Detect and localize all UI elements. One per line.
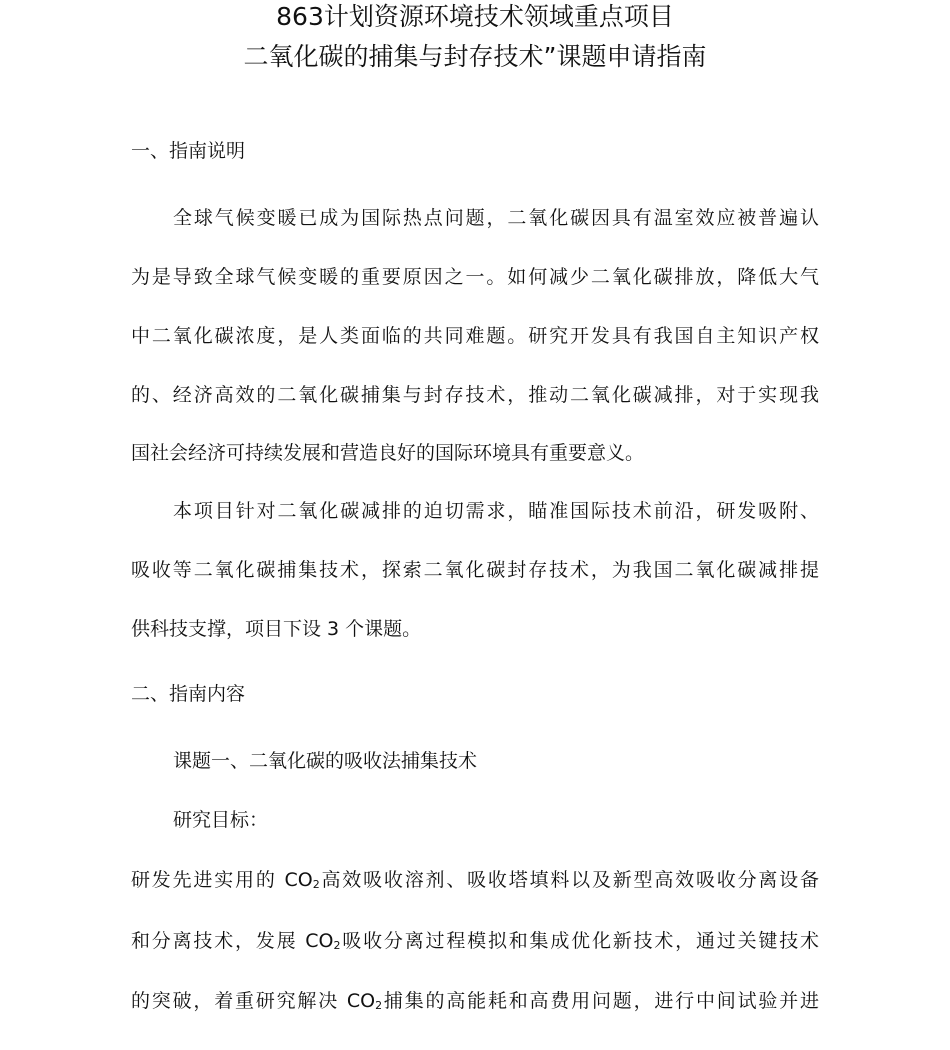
- paragraph-line: 国社会经济可持续发展和营造良好的国际环境具有重要意义。: [131, 442, 645, 464]
- section-heading-guide-description: 一、指南说明: [131, 140, 246, 162]
- paragraph-line: 全球气候变暖已成为国际热点问题，二氧化碳因具有温室效应被普遍认: [173, 207, 819, 229]
- co2-formula: $CO_2$: [305, 930, 341, 952]
- paragraph-line: 为是导致全球气候变暖的重要原因之一。如何减少二氧化碳排放，降低大气: [131, 266, 819, 288]
- document-title-line-2: 二氧化碳的捕集与封存技术”课题申请指南: [243, 42, 707, 71]
- section-heading-guide-content: 二、指南内容: [131, 683, 246, 705]
- research-goal-line: [131, 867, 819, 893]
- topic-heading: 课题一、二氧化碳的吸收法捕集技术: [173, 750, 478, 772]
- text-segment: 和分离技术，发展: [131, 930, 306, 952]
- paragraph-line: 吸收等二氧化碳捕集技术，探索二氧化碳封存技术，为我国二氧化碳减排提: [131, 559, 819, 581]
- paragraph-line: 供科技支撑，项目下设 3 个课题。: [131, 618, 422, 640]
- text-segment: 的突破，着重研究解决: [131, 990, 347, 1012]
- document-title-line-1: 863计划资源环境技术领域重点项目: [276, 2, 674, 31]
- research-goal-line: [131, 988, 819, 1014]
- text-segment: 捕集的高能耗和高费用问题，进行中间试验并进: [382, 990, 819, 1012]
- co2-formula: $CO_2$: [284, 869, 320, 891]
- text-segment: 吸收分离过程模拟和集成优化新技术，通过关键技术: [340, 930, 819, 952]
- text-segment: 研发先进实用的: [131, 869, 285, 891]
- paragraph-line: 中二氧化碳浓度，是人类面临的共同难题。研究开发具有我国自主知识产权: [131, 325, 819, 347]
- co2-formula: $CO_2$: [346, 990, 383, 1012]
- paragraph-line: 本项目针对二氧化碳减排的迫切需求，瞄准国际技术前沿，研发吸附、: [173, 500, 819, 522]
- research-goal-label: 研究目标：: [173, 809, 269, 831]
- research-goal-line: [131, 928, 819, 954]
- text-segment: 高效吸收溶剂、吸收塔填料以及新型高效吸收分离设备: [319, 869, 819, 891]
- paragraph-line: 的、经济高效的二氧化碳捕集与封存技术，推动二氧化碳减排，对于实现我: [131, 384, 819, 406]
